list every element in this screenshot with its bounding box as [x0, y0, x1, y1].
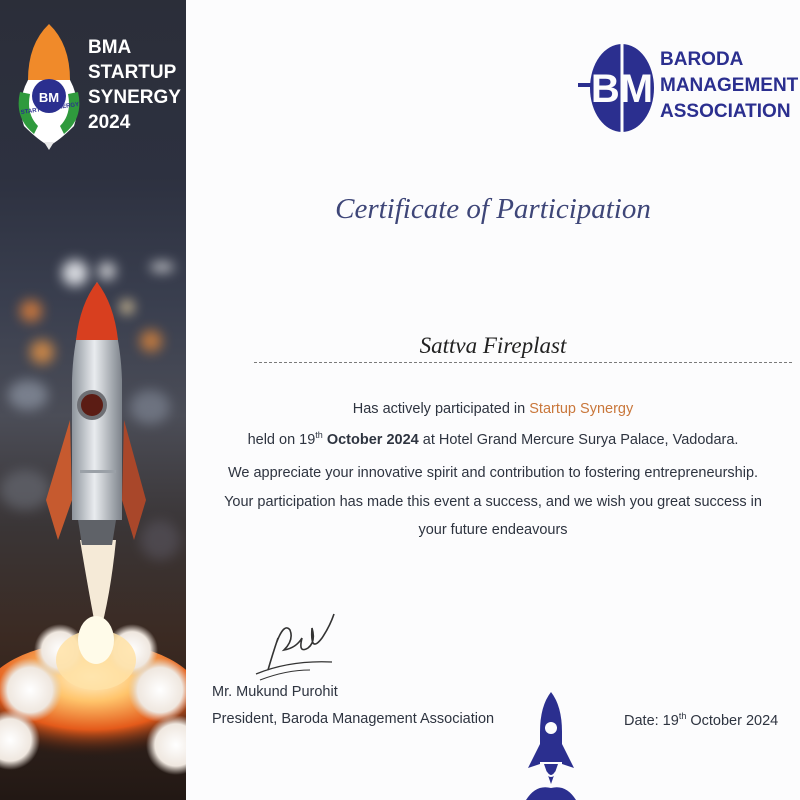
event-title-line: 2024	[88, 112, 131, 133]
bma-logo	[578, 38, 658, 138]
appreciation-line: We appreciate your innovative spirit and contribution to fostering entrepreneurship.	[227, 465, 759, 481]
organization-name-line: ASSOCIATION	[660, 101, 791, 122]
event-title-line: BMA	[88, 37, 132, 58]
held-on-prefix: held on 19	[247, 431, 316, 448]
organization-name	[660, 47, 798, 125]
organization-name-line: MANAGEMENT	[660, 75, 799, 96]
appreciation-line: Your participation has made this event a success, and we wish you great success in	[224, 494, 762, 510]
signatory-title: President, Baroda Management Association	[212, 711, 495, 727]
appreciation-line: your future endeavours	[418, 522, 568, 538]
event-date: October 2024	[322, 431, 419, 448]
signature	[250, 608, 340, 684]
organization-name-line: BARODA	[660, 49, 744, 70]
participation-prefix: Has actively participated in	[352, 401, 530, 417]
rocket-icon	[522, 688, 580, 800]
participation-line	[186, 401, 800, 417]
event-venue: at Hotel Grand Mercure Surya Palace, Vadodara.	[418, 431, 739, 448]
event-details-line	[186, 430, 800, 448]
event-title-line: STARTUP	[88, 62, 177, 83]
event-title-line: SYNERGY	[88, 87, 181, 108]
date-label: Date: 19	[624, 712, 679, 729]
svg-text:BM: BM	[38, 90, 60, 105]
date-suffix: th	[678, 711, 687, 721]
recipient-name: Sattva Fireplast	[419, 333, 567, 358]
svg-text:BM: BM	[590, 67, 654, 111]
event-logo-ring-text: STARTUP SYNERGY	[20, 101, 80, 117]
issue-date	[624, 711, 778, 729]
event-title	[88, 35, 184, 135]
recipient-underline	[254, 362, 792, 363]
event-name: Startup Synergy	[529, 401, 634, 417]
certificate-title: Certificate of Participation	[335, 193, 651, 225]
signatory-name: Mr. Mukund Purohit	[212, 684, 338, 700]
left-rocket-panel	[0, 0, 186, 800]
day-suffix: th	[315, 430, 323, 440]
date-rest: October 2024	[686, 712, 779, 729]
event-logo	[14, 22, 84, 152]
